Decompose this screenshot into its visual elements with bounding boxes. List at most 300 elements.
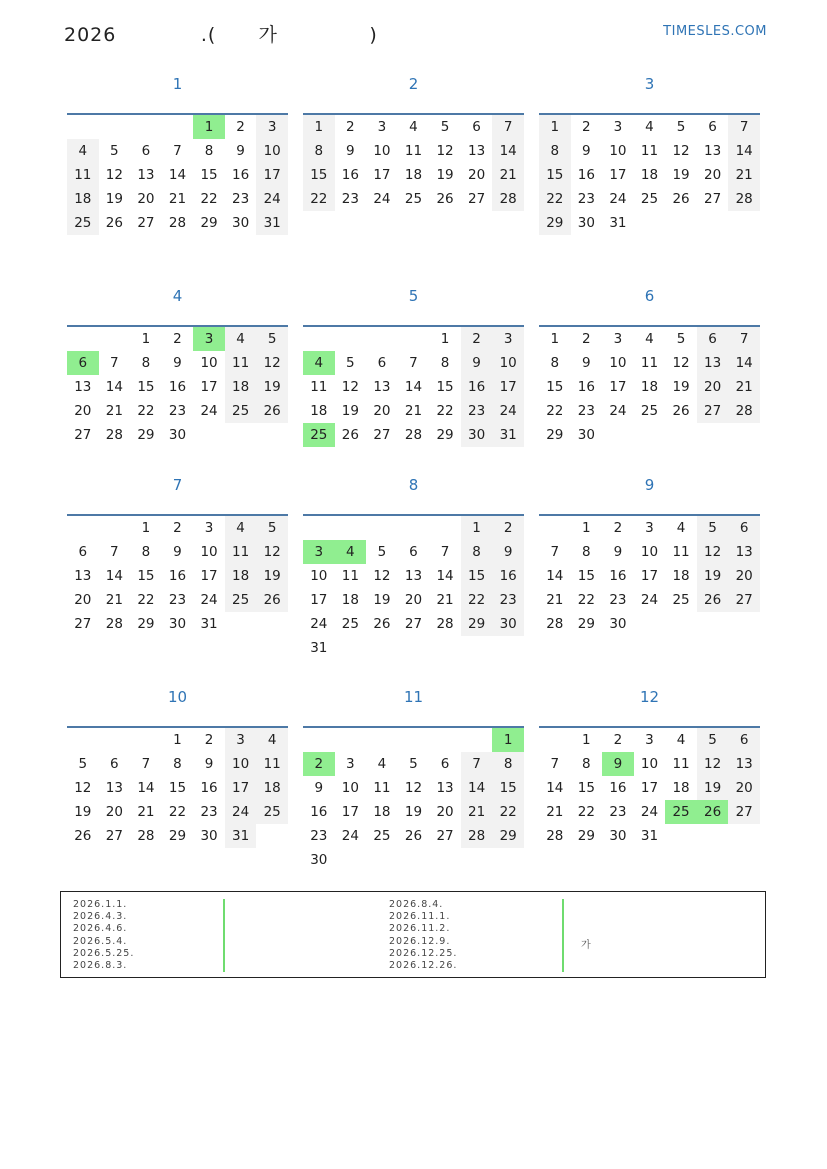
- day-cell: 24: [200, 403, 218, 419]
- day-cell: 15: [492, 776, 524, 800]
- day-cell: 27: [728, 800, 760, 824]
- empty-cell: [67, 115, 99, 139]
- day-cell: 8: [461, 540, 493, 564]
- day-cell: 12: [341, 379, 359, 395]
- day-cell: 23: [461, 399, 493, 423]
- day-cell: 8: [204, 143, 214, 159]
- day-cell: 11: [672, 756, 690, 772]
- day-cell: 20: [137, 191, 155, 207]
- day-cell: 7: [492, 115, 524, 139]
- day-cell: 14: [728, 139, 760, 163]
- day-cell: 28: [168, 215, 187, 231]
- day-cell: 17: [640, 780, 659, 796]
- day-cell: 20: [697, 375, 729, 399]
- day-cell: 10: [492, 351, 524, 375]
- empty-cell: [539, 516, 571, 540]
- empty-cell: [67, 327, 99, 351]
- day-cell: 12: [436, 143, 454, 159]
- day-cell: 22: [303, 187, 335, 211]
- day-cell: 20: [74, 592, 92, 608]
- day-cell: 27: [697, 399, 729, 423]
- day-cell: 8: [539, 139, 571, 163]
- day-cell: 13: [697, 351, 729, 375]
- day-cell: 29: [200, 215, 218, 231]
- day-cell: 17: [373, 167, 391, 183]
- day-cell: 3: [645, 520, 654, 536]
- legend-date: 2026.4.6.: [73, 923, 128, 935]
- month-grid: [539, 726, 760, 848]
- day-cell: 28: [137, 828, 155, 844]
- day-cell: 26: [341, 427, 359, 443]
- day-cell: 11: [225, 540, 257, 564]
- month-name: 4: [172, 287, 183, 305]
- day-cell: 20: [105, 804, 123, 820]
- day-cell: 16: [232, 167, 250, 183]
- day-cell: 14: [492, 139, 524, 163]
- day-cell: 26: [697, 588, 729, 612]
- legend-date: 2026.12.9.: [389, 935, 451, 947]
- day-cell: 18: [310, 403, 328, 419]
- day-cell: 30: [200, 828, 218, 844]
- day-cell: 4: [225, 327, 257, 351]
- month-grid: [303, 325, 524, 447]
- legend-date: 2026.11.1.: [389, 911, 451, 923]
- day-cell: 3: [346, 756, 355, 772]
- day-cell: 7: [550, 544, 560, 560]
- day-cell: 16: [609, 568, 627, 584]
- day-cell: 10: [373, 143, 391, 159]
- day-cell: 10: [256, 139, 288, 163]
- day-cell: 12: [404, 780, 423, 796]
- day-cell: 25: [225, 588, 257, 612]
- day-cell: 5: [377, 544, 387, 560]
- month-grid: [539, 514, 760, 636]
- day-cell: 12: [672, 143, 690, 159]
- day-cell: 7: [440, 544, 450, 560]
- day-cell: 27: [373, 427, 391, 443]
- day-cell: 21: [105, 403, 123, 419]
- day-cell: 29: [577, 828, 595, 844]
- day-cell: 24: [310, 616, 328, 632]
- empty-cell: [130, 728, 162, 752]
- day-cell: 26: [105, 215, 123, 231]
- legend-holiday-marker: [562, 899, 564, 972]
- day-cell: 10: [310, 568, 328, 584]
- day-cell: 19: [256, 564, 288, 588]
- day-cell: 5: [440, 119, 450, 135]
- empty-cell: [67, 516, 99, 540]
- day-cell: 30: [168, 427, 187, 443]
- day-cell: 8: [440, 355, 450, 371]
- legend-date: 2026.12.25.: [389, 947, 458, 959]
- day-cell: 17: [609, 167, 627, 183]
- day-cell: 24: [640, 592, 659, 608]
- day-cell: 7: [141, 756, 151, 772]
- day-cell: 10: [200, 355, 218, 371]
- empty-cell: [99, 516, 131, 540]
- day-cell: 12: [74, 780, 92, 796]
- empty-cell: [335, 516, 367, 540]
- day-cell: 26: [672, 191, 690, 207]
- day-cell: 3: [613, 331, 623, 347]
- day-cell: 19: [341, 403, 359, 419]
- day-cell: 8: [492, 752, 524, 776]
- day-cell: 24: [200, 592, 218, 608]
- day-cell: 25: [665, 800, 697, 824]
- legend-column-right: [389, 899, 457, 972]
- empty-cell: [461, 728, 493, 752]
- day-cell: 19: [672, 379, 690, 395]
- day-cell: 27: [105, 828, 123, 844]
- day-cell: 5: [256, 327, 288, 351]
- day-cell: 3: [645, 732, 654, 748]
- day-cell: 3: [256, 115, 288, 139]
- empty-cell: [366, 327, 398, 351]
- month-6: [539, 285, 760, 447]
- day-cell: 2: [204, 732, 214, 748]
- empty-cell: [366, 728, 398, 752]
- day-cell: 19: [697, 776, 729, 800]
- legend-date: 2026.8.3.: [73, 959, 128, 971]
- day-cell: 25: [303, 423, 335, 447]
- day-cell: 2: [346, 119, 355, 135]
- day-cell: 18: [404, 167, 423, 183]
- day-cell: 1: [492, 728, 524, 752]
- day-cell: 5: [697, 728, 729, 752]
- day-cell: 1: [550, 331, 560, 347]
- day-cell: 14: [105, 379, 123, 395]
- day-cell: 30: [310, 852, 328, 868]
- day-cell: 28: [492, 187, 524, 211]
- day-cell: 19: [74, 804, 92, 820]
- empty-cell: [398, 516, 430, 540]
- day-cell: 24: [609, 191, 627, 207]
- day-cell: 12: [373, 568, 391, 584]
- month-grid: [67, 514, 288, 636]
- day-cell: 18: [67, 187, 99, 211]
- day-cell: 27: [436, 828, 454, 844]
- day-cell: 5: [346, 355, 355, 371]
- day-cell: 7: [461, 752, 493, 776]
- day-cell: 20: [404, 592, 423, 608]
- brand-link[interactable]: TIMESLES.COM: [663, 24, 767, 39]
- day-cell: 30: [577, 427, 595, 443]
- day-cell: 4: [256, 728, 288, 752]
- month-grid: [67, 325, 288, 447]
- day-cell: 14: [546, 568, 564, 584]
- day-cell: 1: [440, 331, 450, 347]
- day-cell: 10: [640, 756, 659, 772]
- legend-date: 2026.5.25.: [73, 947, 135, 959]
- day-cell: 7: [173, 143, 182, 159]
- day-cell: 7: [550, 756, 560, 772]
- day-cell: 23: [168, 403, 187, 419]
- day-cell: 3: [193, 327, 225, 351]
- empty-cell: [366, 516, 398, 540]
- day-cell: 11: [640, 355, 659, 371]
- day-cell: 17: [492, 375, 524, 399]
- day-cell: 16: [461, 375, 493, 399]
- day-cell: 3: [204, 520, 214, 536]
- day-cell: 3: [613, 119, 623, 135]
- day-cell: 28: [728, 187, 760, 211]
- day-cell: 22: [461, 588, 493, 612]
- day-cell: 24: [492, 399, 524, 423]
- day-cell: 22: [137, 592, 155, 608]
- day-cell: 1: [141, 331, 151, 347]
- day-cell: 28: [436, 616, 454, 632]
- day-cell: 31: [256, 211, 288, 235]
- day-cell: 20: [728, 776, 760, 800]
- day-cell: 28: [105, 427, 123, 443]
- day-cell: 21: [168, 191, 187, 207]
- day-cell: 23: [492, 588, 524, 612]
- day-cell: 27: [704, 191, 722, 207]
- legend-note: 가: [581, 940, 591, 951]
- day-cell: 5: [78, 756, 88, 772]
- day-cell: 17: [341, 804, 359, 820]
- day-cell: 18: [225, 564, 257, 588]
- day-cell: 3: [225, 728, 257, 752]
- day-cell: 21: [137, 804, 155, 820]
- day-cell: 19: [672, 167, 690, 183]
- day-cell: 8: [582, 756, 591, 772]
- legend-date: 2026.4.3.: [73, 911, 128, 923]
- day-cell: 27: [74, 616, 92, 632]
- day-cell: 11: [225, 351, 257, 375]
- month-name: 6: [644, 287, 655, 305]
- legend-date: 2026.12.26.: [389, 959, 458, 971]
- day-cell: 24: [341, 828, 359, 844]
- day-cell: 29: [492, 824, 524, 848]
- day-cell: 16: [200, 780, 218, 796]
- day-cell: 13: [704, 143, 722, 159]
- legend-date: 2026.11.2.: [389, 923, 451, 935]
- day-cell: 21: [546, 804, 564, 820]
- empty-cell: [99, 728, 131, 752]
- day-cell: 22: [577, 592, 595, 608]
- month-grid: [539, 325, 760, 447]
- day-cell: 17: [225, 776, 257, 800]
- day-cell: 13: [373, 379, 391, 395]
- day-cell: 14: [404, 379, 423, 395]
- day-cell: 15: [577, 780, 595, 796]
- day-cell: 29: [539, 211, 571, 235]
- day-cell: 25: [672, 592, 690, 608]
- day-cell: 23: [577, 403, 595, 419]
- day-cell: 6: [67, 351, 99, 375]
- month-10: [67, 686, 288, 848]
- day-cell: 20: [468, 167, 486, 183]
- day-cell: 6: [377, 355, 387, 371]
- day-cell: 20: [436, 804, 454, 820]
- day-cell: 7: [728, 115, 760, 139]
- month-8: [303, 474, 524, 660]
- day-cell: 9: [236, 143, 245, 159]
- day-cell: 5: [676, 119, 686, 135]
- day-cell: 19: [436, 167, 454, 183]
- day-cell: 3: [377, 119, 387, 135]
- day-cell: 15: [461, 564, 493, 588]
- day-cell: 21: [404, 403, 423, 419]
- month-name: 2: [408, 75, 419, 93]
- day-cell: 23: [609, 592, 627, 608]
- empty-cell: [429, 516, 461, 540]
- day-cell: 11: [404, 143, 423, 159]
- day-cell: 22: [577, 804, 595, 820]
- day-cell: 30: [492, 612, 524, 636]
- day-cell: 28: [546, 828, 564, 844]
- month-grid: [67, 113, 288, 235]
- month-grid: [303, 726, 524, 872]
- day-cell: 13: [74, 379, 92, 395]
- day-cell: 28: [546, 616, 564, 632]
- day-cell: 25: [67, 211, 99, 235]
- day-cell: 15: [200, 167, 218, 183]
- day-cell: 21: [436, 592, 454, 608]
- day-cell: 22: [168, 804, 187, 820]
- day-cell: 30: [461, 423, 493, 447]
- day-cell: 18: [672, 568, 690, 584]
- empty-cell: [99, 115, 131, 139]
- day-cell: 26: [672, 403, 690, 419]
- empty-cell: [162, 115, 194, 139]
- day-cell: 4: [303, 351, 335, 375]
- day-cell: 7: [110, 544, 119, 560]
- day-cell: 23: [232, 191, 250, 207]
- legend-date: 2026.8.4.: [389, 899, 444, 910]
- day-cell: 27: [468, 191, 486, 207]
- day-cell: 2: [236, 119, 245, 135]
- day-cell: 27: [728, 588, 760, 612]
- day-cell: 6: [472, 119, 481, 135]
- day-cell: 14: [436, 568, 454, 584]
- day-cell: 16: [168, 568, 187, 584]
- day-cell: 5: [256, 516, 288, 540]
- day-cell: 5: [697, 516, 729, 540]
- day-cell: 28: [461, 824, 493, 848]
- day-cell: 15: [546, 379, 564, 395]
- day-cell: 25: [640, 403, 659, 419]
- empty-cell: [398, 728, 430, 752]
- month-5: [303, 285, 524, 447]
- day-cell: 22: [539, 187, 571, 211]
- day-cell: 12: [105, 167, 123, 183]
- day-cell: 2: [613, 732, 623, 748]
- day-cell: 16: [609, 780, 627, 796]
- day-cell: 4: [67, 139, 99, 163]
- day-cell: 21: [492, 163, 524, 187]
- day-cell: 8: [141, 544, 151, 560]
- day-cell: 6: [708, 119, 717, 135]
- day-cell: 4: [676, 520, 686, 536]
- day-cell: 26: [697, 800, 729, 824]
- day-cell: 23: [341, 191, 359, 207]
- day-cell: 9: [204, 756, 214, 772]
- day-cell: 6: [409, 544, 418, 560]
- day-cell: 25: [373, 828, 391, 844]
- empty-cell: [429, 728, 461, 752]
- day-cell: 4: [676, 732, 686, 748]
- day-cell: 12: [672, 355, 690, 371]
- day-cell: 5: [409, 756, 418, 772]
- day-cell: 16: [577, 167, 595, 183]
- month-name: 12: [639, 688, 660, 706]
- day-cell: 7: [409, 355, 418, 371]
- day-cell: 13: [468, 143, 486, 159]
- month-grid: [539, 113, 760, 235]
- day-cell: 11: [310, 379, 328, 395]
- day-cell: 14: [546, 780, 564, 796]
- day-cell: 24: [256, 187, 288, 211]
- day-cell: 25: [404, 191, 423, 207]
- day-cell: 23: [200, 804, 218, 820]
- day-cell: 21: [105, 592, 123, 608]
- legend-holiday-marker: [223, 899, 225, 972]
- day-cell: 22: [200, 191, 218, 207]
- day-cell: 10: [200, 544, 218, 560]
- day-cell: 18: [640, 167, 659, 183]
- day-cell: 5: [110, 143, 119, 159]
- day-cell: 25: [341, 616, 359, 632]
- empty-cell: [335, 327, 367, 351]
- day-cell: 11: [640, 143, 659, 159]
- day-cell: 30: [609, 616, 627, 632]
- day-cell: 9: [173, 355, 182, 371]
- day-cell: 15: [303, 163, 335, 187]
- day-cell: 13: [436, 780, 454, 796]
- day-cell: 19: [373, 592, 391, 608]
- day-cell: 17: [640, 568, 659, 584]
- day-cell: 9: [582, 355, 591, 371]
- day-cell: 18: [341, 592, 359, 608]
- day-cell: 6: [110, 756, 119, 772]
- day-cell: 6: [78, 544, 88, 560]
- day-cell: 26: [256, 399, 288, 423]
- day-cell: 8: [550, 355, 560, 371]
- empty-cell: [303, 728, 335, 752]
- day-cell: 15: [539, 163, 571, 187]
- empty-cell: [539, 728, 571, 752]
- day-cell: 8: [582, 544, 591, 560]
- day-cell: 31: [640, 828, 659, 844]
- day-cell: 29: [168, 828, 187, 844]
- day-cell: 6: [697, 327, 729, 351]
- day-cell: 9: [314, 780, 324, 796]
- day-cell: 20: [704, 167, 722, 183]
- day-cell: 23: [168, 592, 187, 608]
- day-cell: 26: [436, 191, 454, 207]
- page-title: 2026 .( 가 ): [64, 24, 378, 46]
- month-1: [67, 73, 288, 235]
- day-cell: 30: [609, 828, 627, 844]
- day-cell: 7: [728, 327, 760, 351]
- day-cell: 27: [137, 215, 155, 231]
- day-cell: 29: [436, 427, 454, 443]
- empty-cell: [130, 115, 162, 139]
- day-cell: 4: [377, 756, 387, 772]
- day-cell: 17: [310, 592, 328, 608]
- month-name: 10: [167, 688, 188, 706]
- day-cell: 14: [461, 776, 493, 800]
- day-cell: 15: [168, 780, 187, 796]
- day-cell: 6: [728, 728, 760, 752]
- day-cell: 21: [728, 375, 760, 399]
- day-cell: 20: [373, 403, 391, 419]
- day-cell: 28: [728, 399, 760, 423]
- day-cell: 26: [256, 588, 288, 612]
- day-cell: 12: [256, 351, 288, 375]
